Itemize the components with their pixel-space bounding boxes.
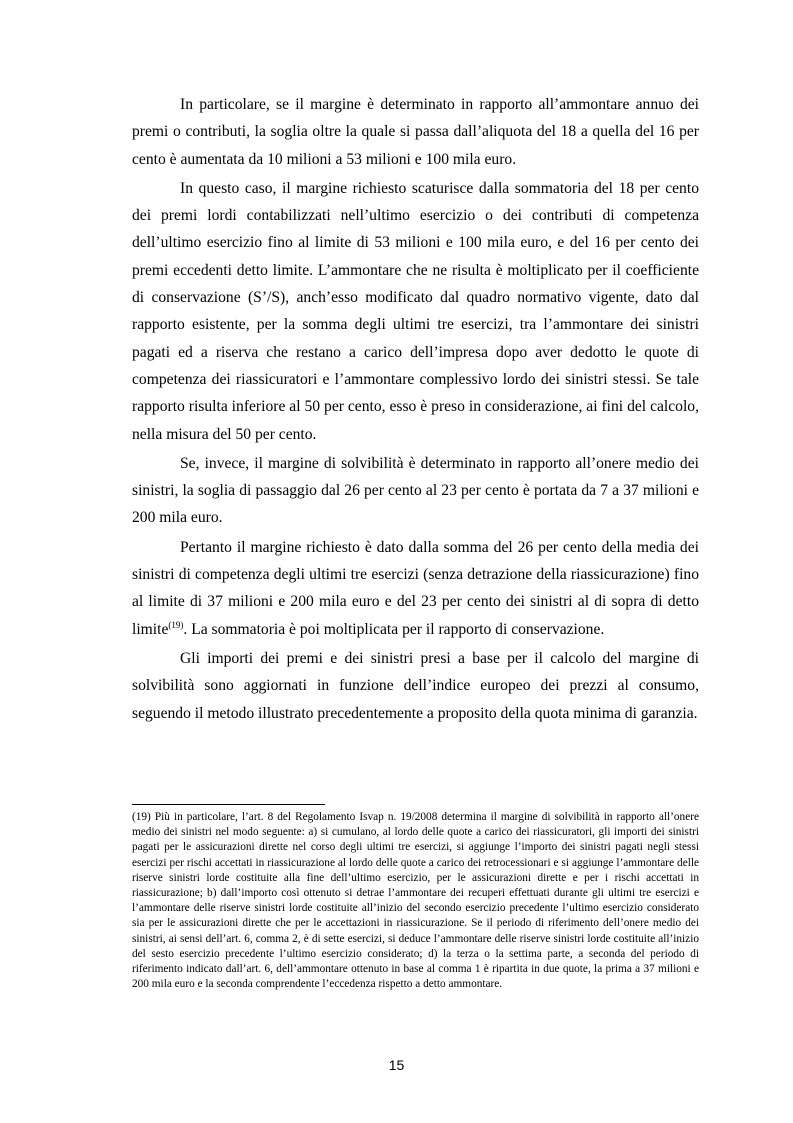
paragraph-3: Se, invece, il margine di solvibilità è determinato in rapporto all’onere medio dei sinistri, la soglia di passaggio dal 26 per cento al 23 per cento è portata da 7 a 37 milioni e 200 mila euro.: [132, 454, 699, 527]
paragraph-4-text-end: . La sommatoria è poi moltiplicata per il rapporto di conservazione.: [183, 620, 605, 638]
footnote-separator: [132, 804, 325, 805]
paragraph-2: In questo caso, il margine richiesto scaturisce dalla sommatoria del 18 per cento dei premi lordi contabilizzati nell’ultimo esercizio o dei contributi di competenza dell’ultimo esercizio fino al limite di 53 milioni e 100 mila euro, e del 16 per cento dei premi eccedenti detto limite. L’ammontare che ne risulta è moltiplicato per il coefficiente di conservazione (S’/S), anch’esso modificato dal quadro normativo vigente, dato dal rapporto esistente, per la somma degli ultimi tre esercizi, tra l’ammontare dei sinistri pagati ed a riserva che restano a carico dell’impresa dopo aver dedotto le quote di competenza dei riassicuratori e l’ammontare complessivo lordo dei sinistri stessi. Se tale rapporto risulta inferiore al 50 per cento, esso è preso in considerazione, ai fini del calcolo, nella misura del 50 per cento.: [132, 179, 699, 443]
footnote-reference[interactable]: (19): [168, 619, 184, 630]
paragraph-4-text: Pertanto il margine richiesto è dato dalla somma del 26 per cento della media dei sinistri di competenza degli ultimi tre esercizi (senza detrazione della riassicurazione) fino al limite di 37 milioni e 200 mila euro e del 23 per cento dei sinistri al di sopra di detto limite: [132, 538, 699, 638]
page-number: 15: [388, 1057, 405, 1073]
footnote-text: (19) Più in particolare, l’art. 8 del Regolamento Isvap n. 19/2008 determina il margine di solvibilità in rapporto all’onere medio dei sinistri nel modo seguente: a) si cumulano, al lordo delle quote a carico dei riassicuratori, gli importi dei sinistri pagati per le assicurazioni dirette nel corso degli ultimi tre esercizi, si aggiunge l’importo dei sinistri pagati negli stessi esercizi per rischi accettati in riassicurazione al lordo delle quote a carico dei retrocessionari e si aggiunge l’ammontare delle riserve sinistri lorde costituite alla fine dell’ultimo esercizio, per le assicurazioni dirette e per i rischi accettati in riassicurazione; b) dall’importo così ottenuto si detrae l’ammontare dei recuperi effettuati durante gli ultimi tre esercizi e l’ammontare delle riserve sinistri lorde costituite all’inizio del secondo esercizio precedente l’ultimo esercizio considerato sia per le assicurazioni dirette che per le accettazioni in riassicurazione. Se il periodo di riferimento dell’onere medio dei sinistri, ai sensi dell’art. 6, comma 2, è di sette esercizi, si deduce l’ammontare delle riserve sinistri lorde costituite all’inizio del sesto esercizio precedente l’ultimo esercizio considerato; d) la terza o la settima parte, a seconda del periodo di riferimento indicato dall’art. 6, dell’ammontare ottenuto in base al comma 1 è ripartita in due quote, la prima a 37 milioni e 200 mila euro e la seconda comprendente l’eccedenza rispetto a detto ammontare.: [132, 811, 699, 991]
paragraph-5: Gli importi dei premi e dei sinistri presi a base per il calcolo del margine di solvibilità sono aggiornati in funzione dell’indice europeo dei prezzi al consumo, seguendo il metodo illustrato precedentemente a proposito della quota minima di garanzia.: [132, 649, 699, 722]
footnote-19: [132, 810, 699, 992]
paragraph-1: In particolare, se il margine è determinato in rapporto all’ammontare annuo dei premi o contributi, la soglia oltre la quale si passa dall’aliquota del 18 a quella del 16 per cento è aumentata da 10 milioni a 53 milioni e 100 mila euro.: [132, 96, 699, 168]
paragraph-4: [132, 534, 699, 643]
body-text: [132, 91, 699, 729]
